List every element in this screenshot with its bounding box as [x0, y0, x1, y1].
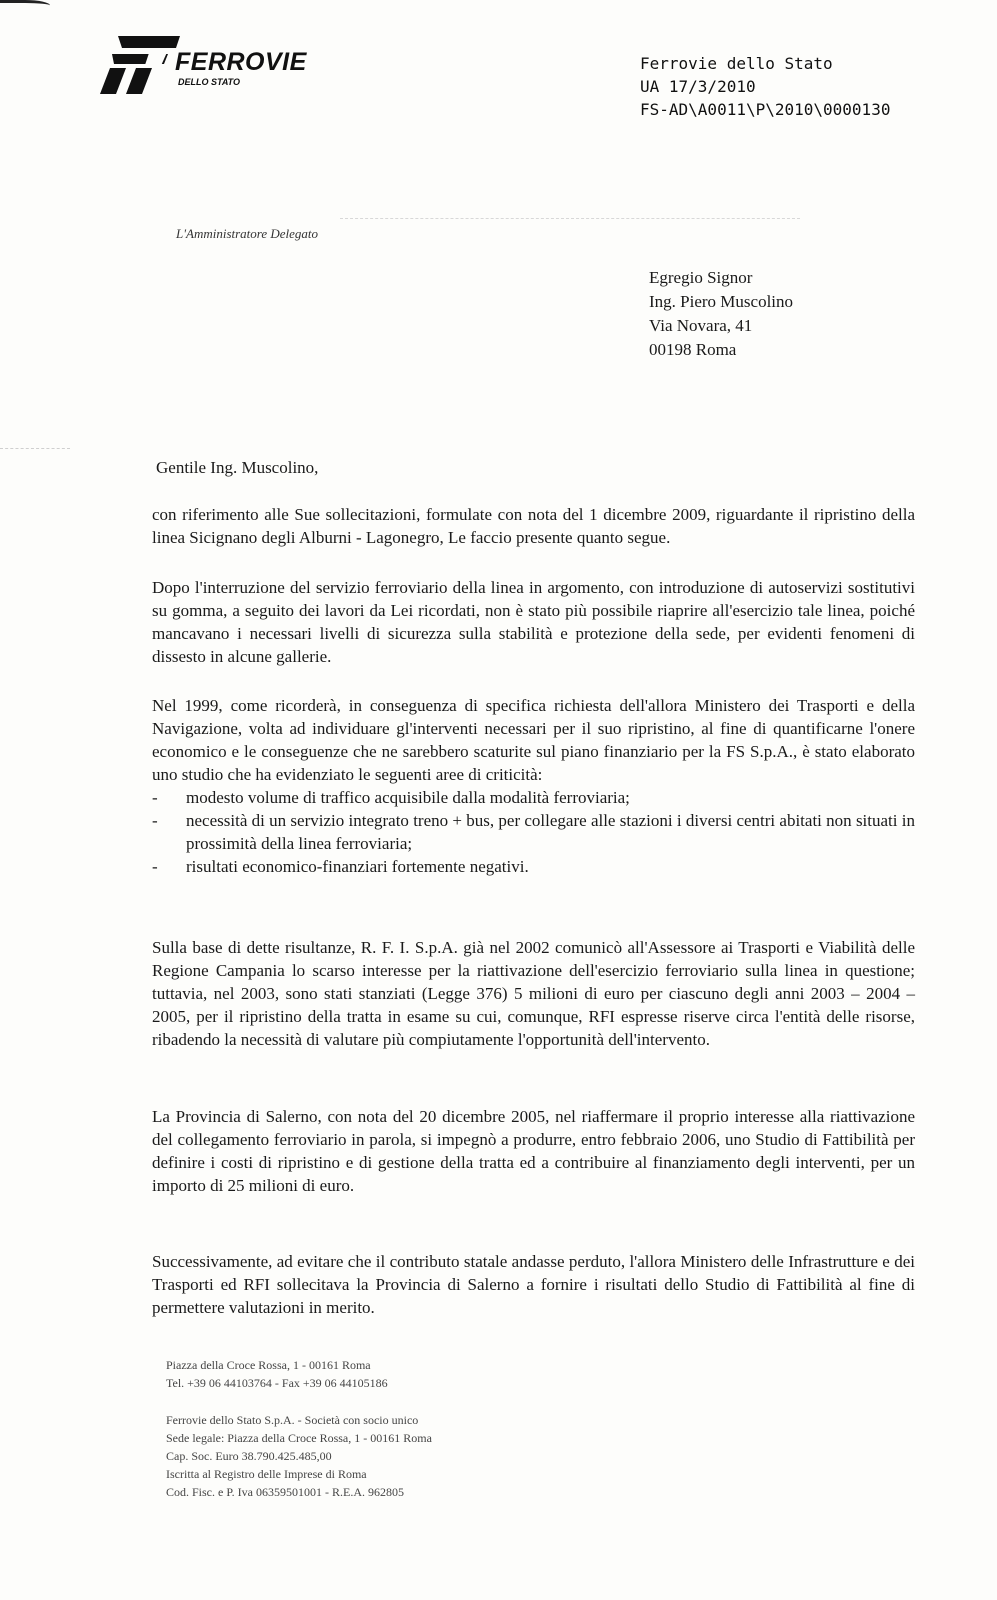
list-item: - modesto volume di traffico acquisibile dalla modalità ferroviaria; — [152, 786, 915, 809]
paragraph-text: Nel 1999, come ricorderà, in conseguenza di specifica richiesta dell'allora Ministero dei Trasporti e della Navigazione, volta ad individuare gl'interventi necessari per il suo ripristino, al fine di quantificarne l'onere economico e le conseguenze che ne sarebbero scaturite sul piano finanziario per la FS S.p.A., è stato elaborato uno studio che ha evidenziato le seguenti aree di criticità: — [152, 696, 915, 784]
divider — [340, 218, 800, 219]
paragraph-text: Sulla base di dette risultanze, R. F. I. S.p.A. già nel 2002 comunicò all'Assessore ai Trasporti e Viabilità delle Regione Campania lo scarso interesse per la riattivazione dell'esercizio ferroviario sulla linea in questione; tuttavia, nel 2003, sono stati stanziati (Legge 376) 5 milioni di euro per ciascuno degli anni 2003 – 2004 – 2005, per il ripristino della tratta in esame su cui, comunque, RFI espresse riserve circa l'entità delle risorse, ribadendo la necessità di valutare più compiutamente l'opportunità dell'intervento. — [152, 938, 915, 1049]
footer-line: Sede legale: Piazza della Croce Rossa, 1 - 00161 Roma — [166, 1431, 432, 1445]
recipient-line: Egregio Signor — [649, 268, 753, 287]
fs-logo-icon — [100, 28, 180, 98]
recipient-line: 00198 Roma — [649, 340, 737, 359]
footer-line: Cap. Soc. Euro 38.790.425.485,00 — [166, 1449, 332, 1463]
list-item: - risultati economico-finanziari fortemente negativi. — [152, 855, 915, 878]
logo-subtitle: DELLO STATO — [178, 77, 240, 87]
recipient-address — [649, 266, 793, 362]
paragraph — [152, 503, 915, 549]
footer-contact — [166, 1356, 388, 1392]
footer-legal — [166, 1411, 432, 1501]
paragraph — [152, 576, 915, 668]
company-logo — [100, 28, 340, 98]
paragraph-text: con riferimento alle Sue sollecitazioni, formulate con nota del 1 dicembre 2009, riguardante il ripristino della linea Sicignano degli Alburni - Lagonegro, Le faccio presente quanto segue. — [152, 505, 915, 547]
paragraph-text: La Provincia di Salerno, con nota del 20 dicembre 2005, nel riaffermare il proprio interesse alla riattivazione del collegamento ferroviario in parola, si impegnò a produrre, entro febbraio 2006, uno Studio di Fattibilità per definire i costi di ripristino e di gestione della tratta ed a contribuire al finanziamento degli interventi, per un importo di 25 milioni di euro. — [152, 1107, 915, 1195]
stamp-line: Ferrovie dello Stato — [640, 54, 833, 73]
salutation: Gentile Ing. Muscolino, — [156, 458, 319, 477]
footer-line: Tel. +39 06 44103764 - Fax +39 06 44105186 — [166, 1376, 388, 1390]
recipient-line: Ing. Piero Muscolino — [649, 292, 794, 311]
footer-line: Cod. Fisc. e P. Iva 06359501001 - R.E.A. 962805 — [166, 1485, 404, 1499]
stamp-line: UA 17/3/2010 — [640, 77, 756, 96]
list-item: - necessità di un servizio integrato treno + bus, per collegare alle stazioni i diversi centri abitati non situati in prossimità della linea ferroviaria; — [152, 809, 915, 855]
paragraph — [152, 1250, 915, 1319]
paragraph — [152, 694, 915, 878]
scan-mark — [0, 448, 70, 449]
logo-name: FERROVIE — [175, 48, 307, 76]
recipient-line: Via Novara, 41 — [649, 316, 753, 335]
criticality-list — [152, 786, 915, 878]
paragraph-text: Dopo l'interruzione del servizio ferroviario della linea in argomento, con introduzione di autoservizi sostitutivi su gomma, a seguito dei lavori da Lei ricordati, non è stato più possibile riaprire all'esercizio tale linea, poiché mancavano i necessari livelli di sicurezza sulla stabilità e protezione della sede, per evidenti fenomeni di dissesto in alcune gallerie. — [152, 578, 915, 666]
paragraph — [152, 1105, 915, 1197]
sender-role: L'Amministratore Delegato — [176, 226, 319, 241]
stamp-line: FS-AD\A0011\P\2010\0000130 — [640, 100, 891, 119]
protocol-stamp — [640, 52, 890, 121]
footer-line: Piazza della Croce Rossa, 1 - 00161 Roma — [166, 1358, 371, 1372]
paragraph — [152, 936, 915, 1051]
footer-line: Ferrovie dello Stato S.p.A. - Società con socio unico — [166, 1413, 419, 1427]
scan-mark — [0, 0, 50, 11]
paragraph-text: Successivamente, ad evitare che il contributo statale andasse perduto, l'allora Ministero delle Infrastrutture e dei Trasporti ed RFI sollecitava la Provincia di Salerno a fornire i risultati dello Studio di Fattibilità al fine di permettere valutazioni in merito. — [152, 1252, 915, 1317]
footer-line: Iscritta al Registro delle Imprese di Roma — [166, 1467, 367, 1481]
